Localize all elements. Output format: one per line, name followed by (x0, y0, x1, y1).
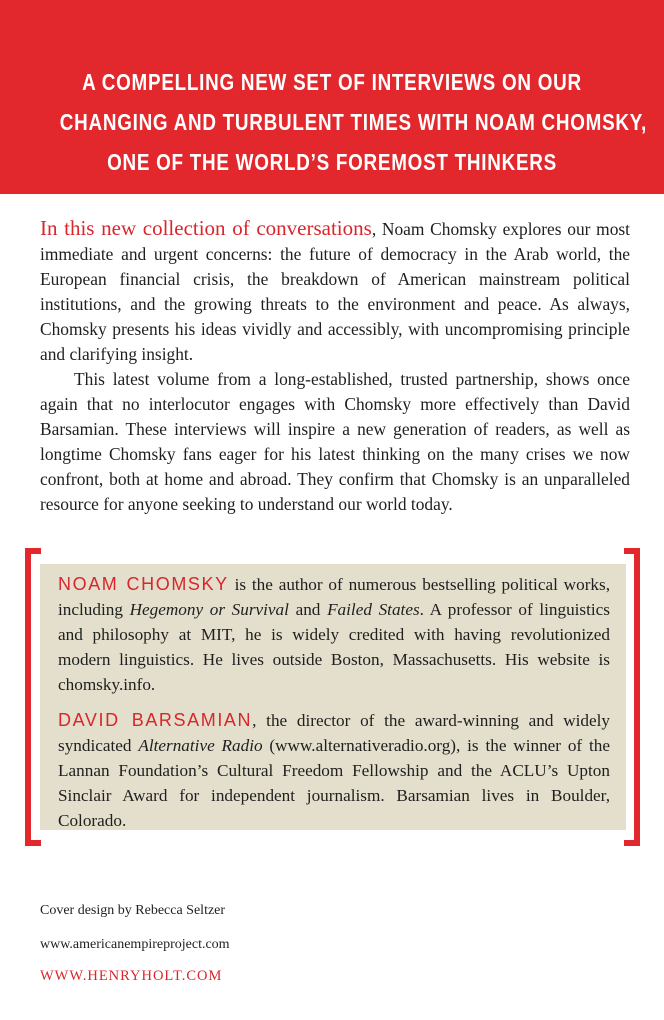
intro-lead: In this new collection of conversations (40, 216, 372, 240)
intro-text (40, 216, 630, 517)
chomsky-bio-t3: . A professor of linguistics and philosophy at MIT, he is widely credited with having revolutionized modern linguistics. He lives outside Boston, Massachusetts. His website is chomsky.info. (58, 600, 610, 694)
intro-p1-rest: , Noam Chomsky explores our most immediate and urgent concerns: the future of democracy in the Arab world, the European financial crisis, the breakdown of American mainstream political institutions, and the growing threats to the environment and peace. As always, Chomsky presents his ideas vividly and accessibly, with uncompromising principle and clarifying insight. (40, 219, 630, 364)
banner-line-2: CHANGING AND TURBULENT TIMES WITH NOAM CHOMSKY, (59, 109, 647, 135)
chomsky-book-2: Failed States (327, 600, 420, 619)
barsamian-name: DAVID BARSAMIAN (58, 710, 253, 730)
barsamian-show: Alternative Radio (138, 736, 263, 755)
henry-holt-url[interactable]: WWW.HENRYHOLT.COM (40, 968, 223, 984)
barsamian-bio-t1: , the director of the award-winning and widely syndicated (58, 711, 610, 755)
chomsky-book-1: Hegemony or Survival (129, 600, 289, 619)
chomsky-bio-t1: is the author of numerous bestselling political works, including (58, 575, 610, 619)
author-bio-box (40, 564, 626, 830)
right-bracket (624, 548, 640, 846)
chomsky-name: NOAM CHOMSKY (58, 574, 229, 594)
chomsky-bio-t2: and (288, 600, 328, 619)
banner-line-3: ONE OF THE WORLD’S FOREMOST THINKERS (107, 149, 557, 175)
top-banner (0, 0, 664, 194)
left-bracket (25, 548, 41, 846)
barsamian-bio (58, 708, 610, 833)
banner-line-1: A COMPELLING NEW SET OF INTERVIEWS ON OUR (82, 69, 582, 95)
intro-paragraph-2: This latest volume from a long-established, trusted partnership, shows once again that no interlocutor engages with Chomsky more effectively than David Barsamian. These interviews will inspire a new generation of readers, as well as longtime Chomsky fans eager for his latest thinking on the many crises we now confront, both at home and abroad. They confirm that Chomsky is an unparalleled resource for anyone seeking to understand our world today. (40, 369, 630, 514)
intro-paragraph-1 (40, 216, 630, 367)
cover-design-credit: Cover design by Rebecca Seltzer (40, 903, 226, 918)
american-empire-url[interactable]: www.americanempireproject.com (40, 937, 230, 952)
barsamian-bio-t2: (www.alternativeradio.org), is the winner of the Lannan Foundation’s Cultural Freedom Fellowship and the ACLU’s Upton Sinclair Award for independent journalism. Barsamian lives in Boulder, Colorado. (58, 736, 610, 830)
chomsky-bio (58, 572, 610, 697)
